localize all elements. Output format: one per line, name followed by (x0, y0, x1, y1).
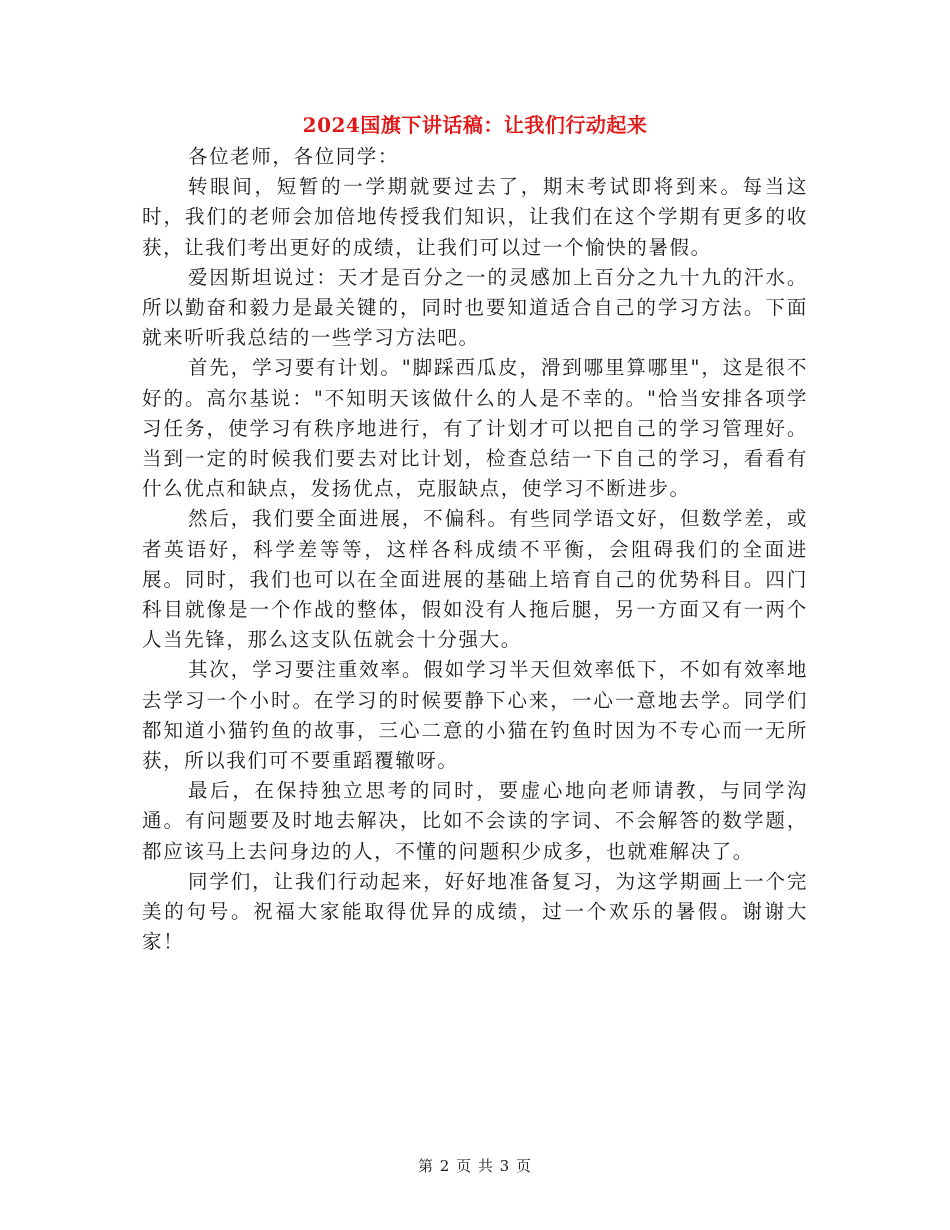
paragraph: 爱因斯坦说过：天才是百分之一的灵感加上百分之九十九的汗水。所以勤奋和毅力是最关键的，同时也要知道适合自己的学习方法。下面就来听听我总结的一些学习方法吧。 (142, 265, 808, 350)
paragraph: 其次，学习要注重效率。假如学习半天但效率低下，不如有效率地去学习一个小时。在学习的时候要静下心来，一心一意地去学。同学们都知道小猫钓鱼的故事，三心二意的小猫在钓鱼时因为不专心而一无所获，所以我们可不要重蹈覆辙呀。 (142, 658, 808, 773)
paragraph: 然后，我们要全面进展，不偏科。有些同学语文好，但数学差，或者英语好，科学差等等，这样各科成绩不平衡，会阻碍我们的全面进展。同时，我们也可以在全面进展的基础上培育自己的优势科目。四门科目就像是一个作战的整体，假如没有人拖后腿，另一方面又有一两个人当先锋，那么这支队伍就会十分强大。 (142, 507, 808, 652)
document-page (142, 110, 808, 957)
paragraph: 同学们，让我们行动起来，好好地准备复习，为这学期画上一个完美的句号。祝福大家能取得优异的成绩，过一个欢乐的暑假。谢谢大家！ (142, 869, 808, 954)
paragraph: 转眼间，短暂的一学期就要过去了，期末考试即将到来。每当这时，我们的老师会加倍地传授我们知识，让我们在这个学期有更多的收获，让我们考出更好的成绩，让我们可以过一个愉快的暑假。 (142, 175, 808, 259)
greeting: 各位老师，各位同学： (188, 145, 400, 168)
paragraph: 最后，在保持独立思考的同时，要虚心地向老师请教，与同学沟通。有问题要及时地去解决，比如不会读的字词、不会解答的数学题，都应该马上去问身边的人，不懂的问题积少成多，也就难解决了。 (142, 779, 808, 863)
document-title: 2024国旗下讲话稿：让我们行动起来 (302, 113, 648, 137)
page-number-footer: 第 2 页 共 3 页 (418, 1157, 532, 1175)
paragraph: 首先，学习要有计划。"脚踩西瓜皮，滑到哪里算哪里"，这是很不好的。高尔基说："不知明天该做什么的人是不幸的。"恰当安排各项学习任务，使学习有秩序地进行，有了计划才可以把自己的学习管理好。当到一定的时候我们要去对比计划，检查总结一下自己的学习，看看有什么优点和缺点，发扬优点，克服缺点，使学习不断进步。 (142, 356, 808, 501)
